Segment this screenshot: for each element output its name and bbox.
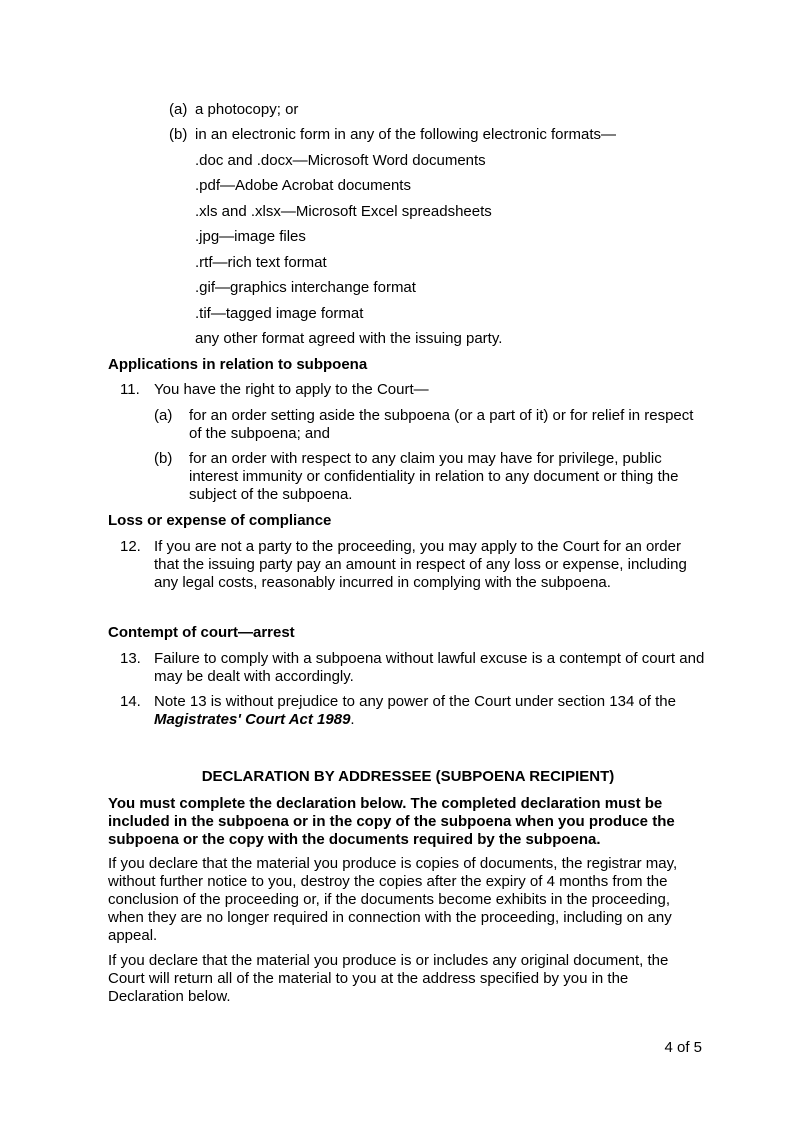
item-number-13: 13. bbox=[120, 650, 141, 667]
section-heading-contempt: Contempt of court—arrest bbox=[108, 624, 295, 641]
format-item: .tif—tagged image format bbox=[195, 305, 364, 322]
item-text-14-post: . bbox=[350, 711, 355, 728]
list-label-b: (b) bbox=[169, 126, 188, 143]
item-text-13: Failure to comply with a subpoena without lawful excuse is a contempt of court and may be dealt with accordingly. bbox=[154, 650, 705, 685]
format-item: .doc and .docx—Microsoft Word documents bbox=[195, 152, 486, 169]
format-item: .xls and .xlsx—Microsoft Excel spreadsheets bbox=[195, 203, 492, 220]
item-number-11: 11. bbox=[120, 381, 140, 398]
format-item: .rtf—rich text format bbox=[195, 254, 327, 271]
declaration-instruction: You must complete the declaration below. The completed declaration must be included in the subpoena or in the copy of the subpoena when you produce the subpoena or the copy with the documents required by the subpoena. bbox=[108, 795, 675, 848]
format-item: .pdf—Adobe Acrobat documents bbox=[195, 177, 411, 194]
item-text-12: If you are not a party to the proceeding, you may apply to the Court for an order that the issuing party pay an amount in respect of any loss or expense, including any legal costs, reasonably incurred in complying with the subpoena. bbox=[154, 538, 687, 591]
format-item: .gif—graphics interchange format bbox=[195, 279, 416, 296]
item-number-14: 14. bbox=[120, 693, 141, 710]
format-item: .jpg—image files bbox=[195, 228, 306, 245]
list-text-b: in an electronic form in any of the following electronic formats— bbox=[195, 126, 617, 143]
section-heading-loss: Loss or expense of compliance bbox=[108, 512, 332, 529]
item-text-14 bbox=[154, 693, 709, 729]
sub-label-a: (a) bbox=[154, 407, 173, 424]
section-heading-applications: Applications in relation to subpoena bbox=[108, 356, 368, 373]
item-text-11: You have the right to apply to the Court— bbox=[154, 381, 429, 398]
item-number-12: 12. bbox=[120, 538, 141, 555]
page-number: 4 of 5 bbox=[664, 1039, 702, 1056]
format-item: any other format agreed with the issuing party. bbox=[195, 330, 503, 347]
list-label-a: (a) bbox=[169, 101, 188, 118]
item-text-14-pre: Note 13 is without prejudice to any power of the Court under section 134 of the bbox=[154, 693, 676, 710]
declaration-paragraph-copies: If you declare that the material you produce is copies of documents, the registrar may, without further notice to you, destroy the copies after the expiry of 4 months from the conclusion of the proceeding or, if the documents become exhibits in the proceeding, when they are no longer required in connection with the proceeding, including on any appeal. bbox=[108, 855, 678, 944]
act-title: Magistrates' Court Act 1989 bbox=[154, 711, 351, 728]
declaration-paragraph-originals: If you declare that the material you produce is or includes any original document, the Court will return all of the material to you at the address specified by you in the Declaration below. bbox=[108, 952, 669, 1005]
sub-label-b: (b) bbox=[154, 450, 173, 467]
declaration-title: DECLARATION BY ADDRESSEE (SUBPOENA RECIPIENT) bbox=[201, 768, 615, 785]
list-text-a: a photocopy; or bbox=[195, 101, 299, 118]
sub-text-b: for an order with respect to any claim you may have for privilege, public interest immunity or confidentiality in relation to any document or thing the subject of the subpoena. bbox=[189, 450, 679, 503]
sub-text-a: for an order setting aside the subpoena (or a part of it) or for relief in respect of the subpoena; and bbox=[189, 407, 694, 442]
